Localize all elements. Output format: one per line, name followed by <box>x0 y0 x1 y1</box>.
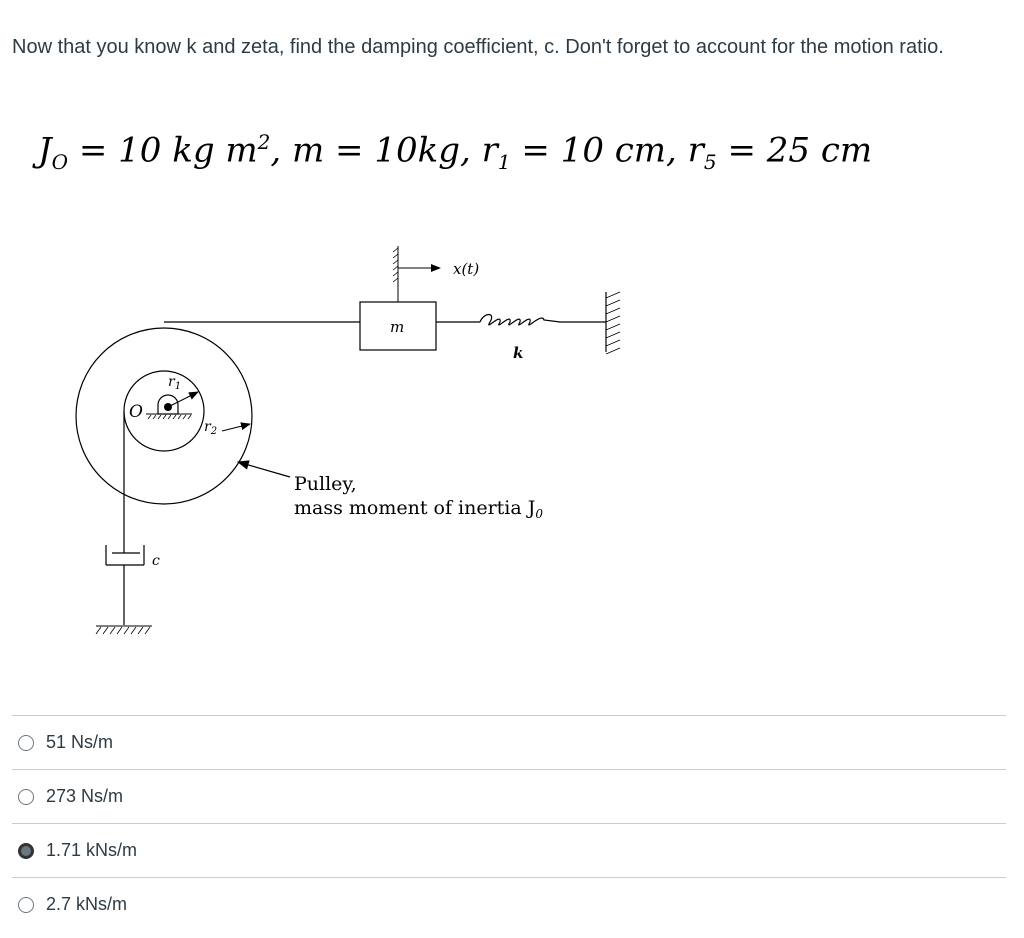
r2-label: $r_2$ <box>204 419 218 437</box>
pivot-ground-hatch <box>148 415 191 419</box>
r2-arrow <box>222 424 250 431</box>
radio-button-1[interactable] <box>18 735 34 751</box>
answer-label-3: 1.71 kNs/m <box>46 840 138 860</box>
wall-hatch <box>606 292 620 354</box>
r1-arrow <box>168 392 198 407</box>
x-label: x(t) <box>453 260 480 278</box>
formula-j-exp: 2 <box>257 130 271 154</box>
given-values-formula <box>38 130 872 174</box>
radio-button-2[interactable] <box>18 789 34 805</box>
spring-label: k <box>513 344 524 362</box>
answer-label-2: 273 Ns/m <box>46 786 124 806</box>
answer-label-4: 2.7 kNs/m <box>46 894 128 914</box>
mass-label: m <box>390 318 405 336</box>
formula-j-value: = 10 kg m <box>68 130 258 171</box>
answer-option-1[interactable] <box>12 715 1006 769</box>
pulley-callout-arrow <box>238 462 290 477</box>
answer-option-4[interactable] <box>12 877 1006 931</box>
damper-ground-hatch <box>96 627 150 634</box>
reference-hatch <box>393 248 398 282</box>
outer-pulley-circle <box>76 328 252 504</box>
answer-label-1: 51 Ns/m <box>46 732 114 752</box>
damper-c-label: c <box>152 553 160 569</box>
damper <box>106 545 144 625</box>
formula-r5-value: = 25 cm <box>716 130 873 171</box>
answer-option-3[interactable] <box>12 823 1006 877</box>
formula-r1-sub: 1 <box>497 150 511 175</box>
radio-button-4[interactable] <box>18 897 34 913</box>
formula-r5-sub: 5 <box>703 150 717 175</box>
radio-button-3-selected[interactable] <box>18 843 34 859</box>
formula-j: J <box>38 130 52 171</box>
question-text: Now that you know k and zeta, find the damping coefficient, c. Don't forget to account for the motion ratio. <box>12 36 944 58</box>
formula-r1-value: = 10 cm, r <box>510 130 704 171</box>
pivot-o-label: O <box>129 402 143 422</box>
r1-label: $r_1$ <box>168 374 182 392</box>
pulley-system-diagram <box>0 240 700 660</box>
formula-j-sub: O <box>51 150 69 175</box>
pulley-label-line2: mass moment of inertia $J_0$ <box>294 497 543 521</box>
spring <box>480 315 560 325</box>
pulley-label-line1: Pulley, <box>294 473 357 495</box>
formula-m-part: , m = 10kg, r <box>270 130 498 171</box>
answer-choices <box>12 715 1006 931</box>
answer-option-2[interactable] <box>12 769 1006 823</box>
